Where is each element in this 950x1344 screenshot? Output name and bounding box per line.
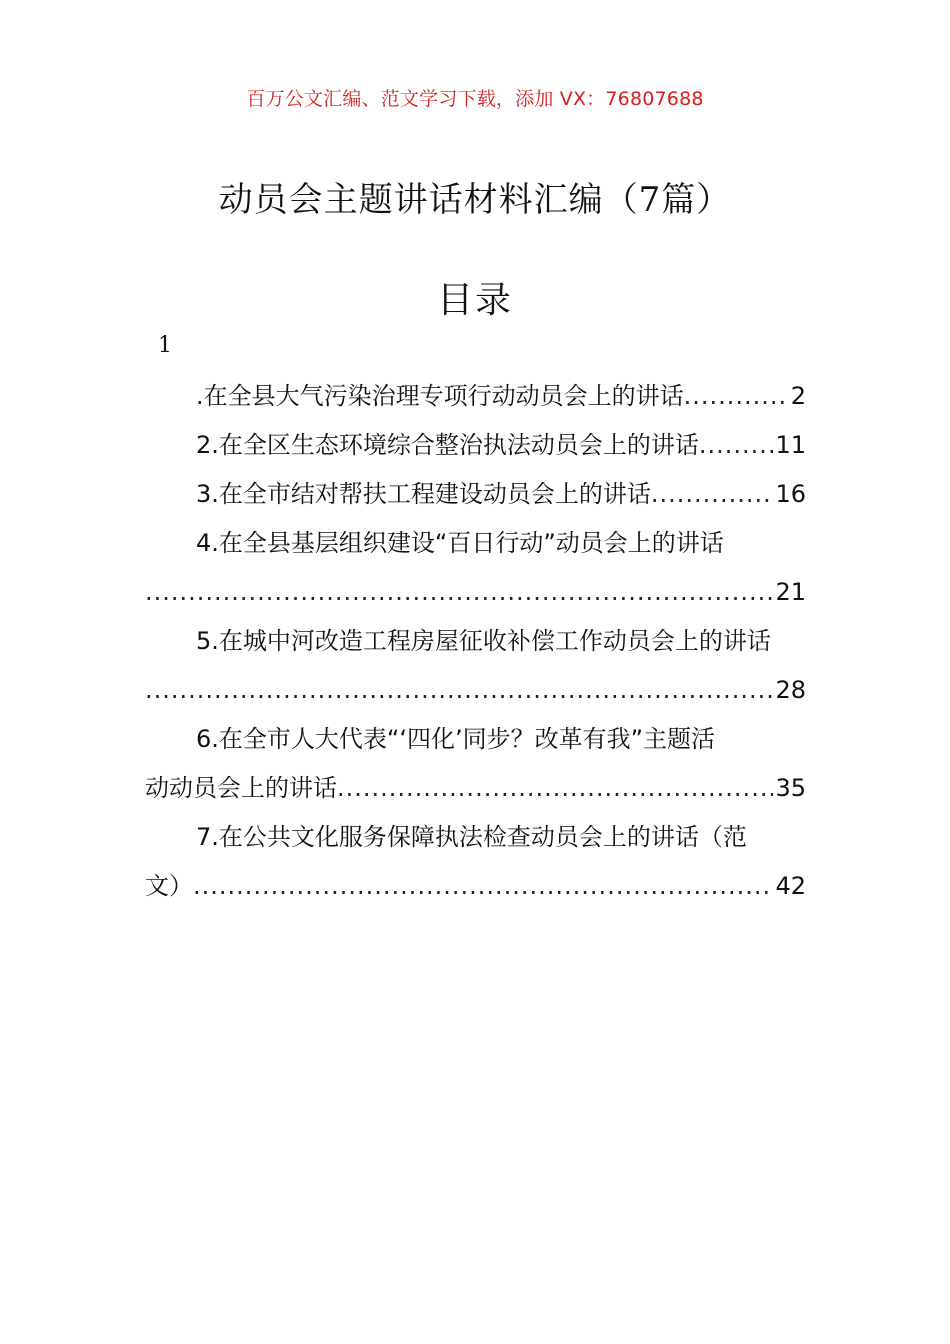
toc-heading: 目录	[436, 280, 513, 321]
toc-page-number: 28	[775, 676, 806, 704]
toc-page-number: 16	[775, 480, 806, 508]
document-title-count: 7	[638, 180, 662, 220]
table-of-contents	[145, 372, 806, 911]
toc-page-number: 2	[790, 382, 806, 410]
toc-entry-text[interactable]: 4.在全县基层组织建设“百日行动”动员会上的讲话	[196, 529, 724, 557]
document-title-suffix: 篇）	[661, 180, 732, 220]
toc-entry-text[interactable]: 6.在全市人大代表“‘四化’同步？改革有我”主题活	[196, 725, 716, 753]
toc-entry-6[interactable]	[145, 715, 806, 813]
toc-page-number: 35	[775, 774, 806, 802]
toc-entry-7[interactable]	[145, 813, 806, 911]
toc-entry-text-continued[interactable]: 动动员会上的讲话	[145, 774, 337, 802]
toc-entry-text[interactable]: 2.在全区生态环境综合整治执法动员会上的讲话	[196, 431, 699, 459]
header-note: 百万公文汇编、范文学习下载，添加 VX：76807688	[246, 88, 704, 110]
toc-page-number: 21	[775, 578, 806, 606]
toc-entry-text[interactable]: .在全县大气污染治理专项行动动员会上的讲话	[196, 382, 684, 410]
stray-number: 1	[158, 333, 172, 358]
toc-leader-dots	[337, 764, 773, 813]
document-title	[0, 172, 950, 221]
toc-leader-dots	[651, 470, 774, 519]
toc-leader-dots	[193, 862, 773, 911]
toc-page-number: 11	[775, 431, 806, 459]
toc-leader-dots	[699, 421, 774, 470]
toc-leader-dots	[684, 372, 789, 421]
document-title-main: 动员会主题讲话材料汇编（	[218, 180, 639, 220]
toc-leader-dots	[145, 568, 773, 617]
toc-page-number: 42	[775, 872, 806, 900]
toc-entry-5[interactable]	[145, 617, 806, 715]
toc-entry-2[interactable]	[145, 421, 806, 470]
toc-entry-text[interactable]: 5.在城中河改造工程房屋征收补偿工作动员会上的讲话	[196, 627, 771, 655]
toc-entry-3[interactable]	[145, 470, 806, 519]
toc-entry-text-continued[interactable]: 文）	[145, 872, 193, 900]
toc-entry-1[interactable]	[145, 372, 806, 421]
toc-entry-text[interactable]: 7.在公共文化服务保障执法检查动员会上的讲话（范	[196, 823, 747, 851]
toc-leader-dots	[145, 666, 773, 715]
toc-entry-4[interactable]	[145, 519, 806, 617]
toc-entry-text[interactable]: 3.在全市结对帮扶工程建设动员会上的讲话	[196, 480, 651, 508]
